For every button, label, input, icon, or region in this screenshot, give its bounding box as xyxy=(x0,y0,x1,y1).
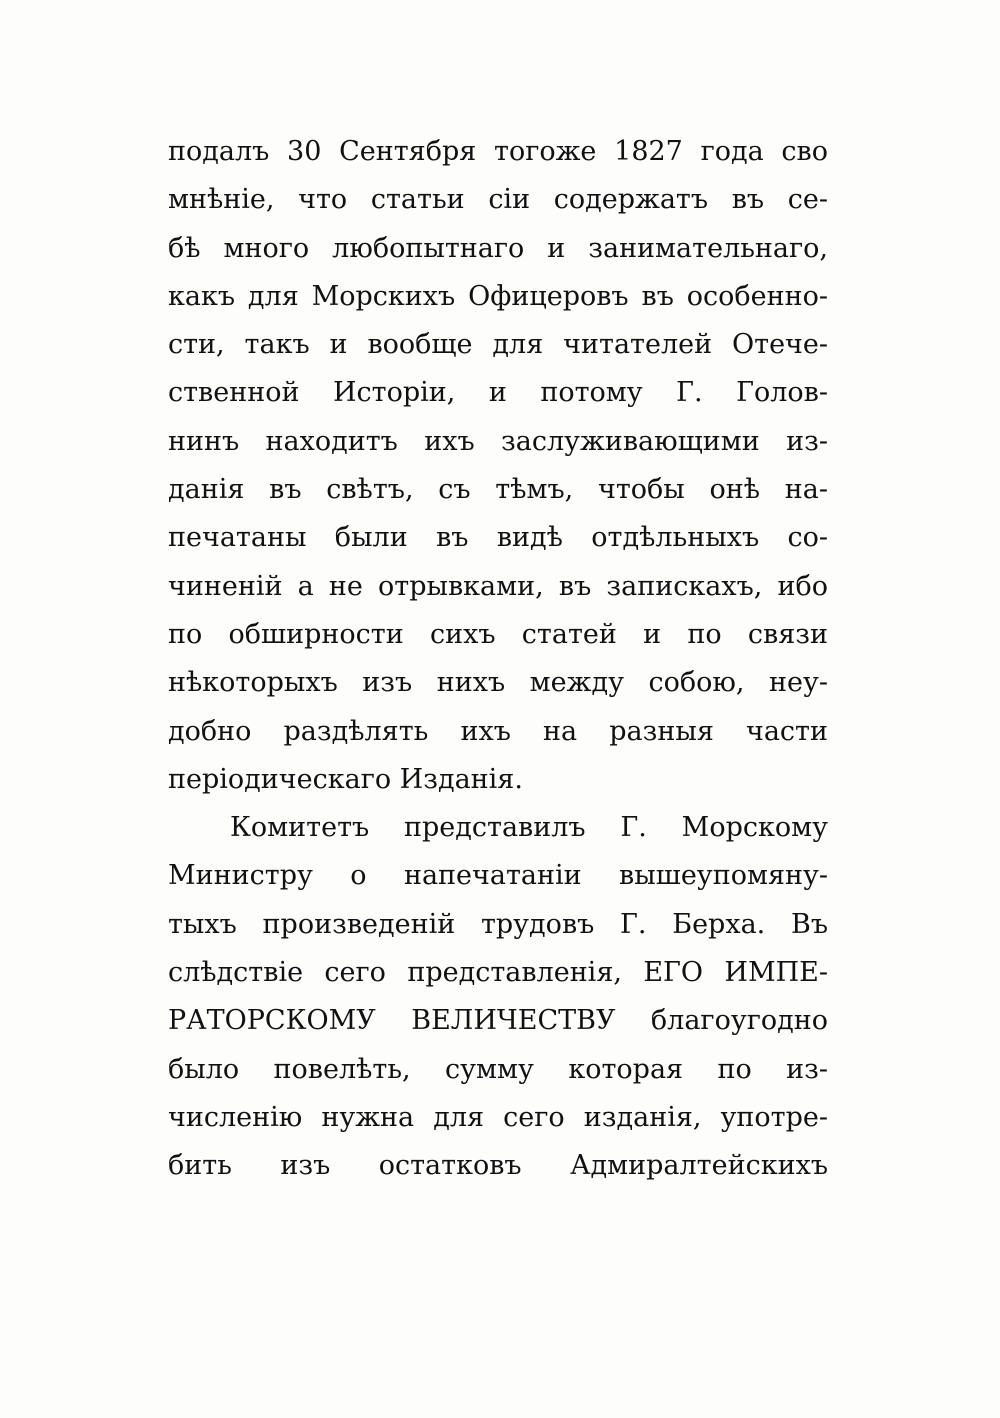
text-line: подалъ 30 Сентября тогоже 1827 года сво xyxy=(168,136,828,167)
text-line: по обширности сихъ статей и по связи xyxy=(168,618,828,650)
text-line: было повелѣть, сумму которая по из- xyxy=(168,1053,828,1085)
text-line: Комитетъ представилъ Г. Морскому xyxy=(230,812,828,844)
text-line: сти, такъ и вообще для читателей Отече- xyxy=(168,329,828,361)
body-text xyxy=(168,128,828,1191)
text-line: тыхъ произведеній трудовъ Г. Берха. Въ xyxy=(168,908,828,940)
text-line: данія въ свѣтъ, съ тѣмъ, чтобы онѣ на- xyxy=(168,474,828,506)
text-line: бѣ много любопытнаго и занимательнаго, xyxy=(168,232,828,264)
text-line: бить изъ остатковъ Адмиралтейскихъ xyxy=(168,1150,828,1182)
text-line: Министру о напечатаніи вышеупомяну- xyxy=(168,860,828,892)
text-line: періодическаго Изданія. xyxy=(168,763,523,795)
text-line: печатаны были въ видѣ отдѣльныхъ со- xyxy=(168,522,828,554)
text-line: ственной Исторіи, и потому Г. Голов- xyxy=(168,377,828,409)
text-line: добно раздѣлять ихъ на разныя части xyxy=(168,715,828,747)
text-line: слѣдствіе сего представленія, ЕГО ИМПЕ- xyxy=(168,957,828,989)
text-line: мнѣніе, что статьи сіи содержатъ въ се- xyxy=(168,184,828,216)
text-line: нѣкоторыхъ изъ нихъ между собою, неу- xyxy=(168,667,828,699)
text-line: нинъ находитъ ихъ заслуживающими из- xyxy=(168,425,828,457)
text-line: РАТОРСКОМУ ВЕЛИЧЕСТВУ благоугодно xyxy=(168,1005,828,1037)
text-line: численію нужна для сего изданія, употре- xyxy=(168,1101,828,1133)
text-line: чиненій а не отрывками, въ запискахъ, ибо xyxy=(168,570,828,602)
text-line: какъ для Морскихъ Офицеровъ въ особенно- xyxy=(168,280,828,312)
